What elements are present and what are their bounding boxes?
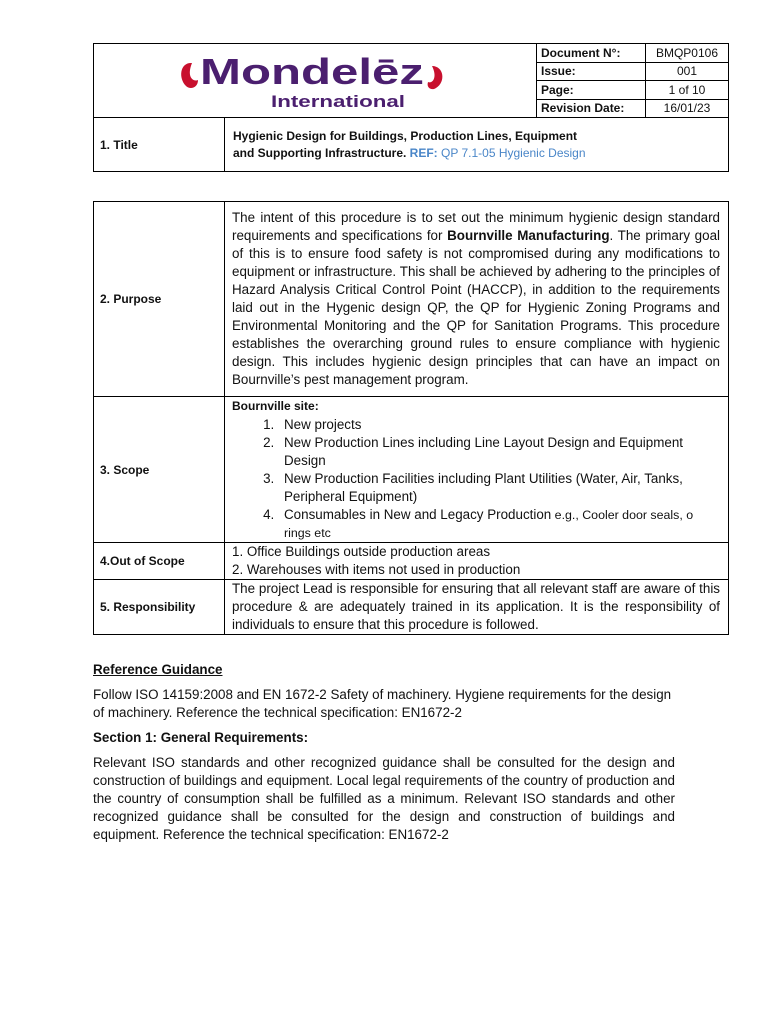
logo-left-swoosh: [181, 63, 198, 88]
out-of-scope-label: 4.Out of Scope: [94, 543, 225, 580]
logo-wordmark: Mondelēz: [200, 51, 424, 92]
purpose-text-bold: Bournville Manufacturing: [447, 228, 610, 243]
mondelez-logo: [94, 44, 526, 114]
meta-value-document-no: BMQP0106: [646, 44, 729, 63]
scope-item: 1. New projects: [278, 416, 720, 434]
purpose-text: [225, 202, 729, 397]
reference-guidance-heading: Reference Guidance: [93, 662, 223, 677]
section-1-heading: Section 1: General Requirements:: [93, 730, 309, 745]
logo-right-swoosh: [428, 66, 443, 89]
purpose-text-a: The intent of this procedure is to set out the minimum hygienic design standard requirements and specifications for: [232, 210, 720, 243]
meta-value-revision-date: 16/01/23: [646, 99, 729, 118]
meta-key-page: Page:: [537, 81, 646, 100]
title-label: 1. Title: [94, 118, 225, 172]
meta-key-revision-date: Revision Date:: [537, 99, 646, 118]
logo-subtitle: International: [271, 92, 405, 111]
meta-key-document-no: Document N°:: [537, 44, 646, 63]
scope-item: [278, 506, 720, 542]
reference-guidance-text: Follow ISO 14159:2008 and EN 1672-2 Safety of machinery. Hygiene requirements for the design of machinery. Reference the technical specification: EN1672-2: [93, 687, 672, 720]
scope-cell: [225, 397, 729, 543]
scope-item-4-small: e.g., Cooler door seals, o rings etc: [284, 508, 694, 540]
responsibility-label: 5. Responsibility: [94, 580, 225, 635]
logo-cell: [94, 44, 537, 118]
scope-list: [232, 416, 720, 542]
document-header-table: [93, 43, 729, 172]
scope-item: 3. New Production Facilities including Plant Utilities (Water, Air, Tanks, Peripheral Equipment): [278, 470, 720, 506]
scope-item: 2. New Production Lines including Line Layout Design and Equipment Design: [278, 434, 720, 470]
title-cell: [225, 118, 729, 172]
scope-label: 3. Scope: [94, 397, 225, 543]
purpose-text-b: . The primary goal of this is to ensure food safety is not compromised during any modifications to equipment or infrastructure. This shall be achieved by adhering to the principles of Hazard Analysis Critical Control Point (HACCP), in addition to the requirements laid out in the Hygenic design QP, the QP for Hygienic Zoning Programs and Environmental Monitoring and the QP for Sanitation Programs. This procedure establishes the overarching ground rules to ensure compliance with hygienic design. This includes hygienic design principles that can have an impact on Bournville’s pest management program.: [232, 228, 720, 387]
scope-item-4-main: Consumables in New and Legacy Production: [284, 507, 552, 522]
purpose-label: 2. Purpose: [94, 202, 225, 397]
meta-value-page: 1 of 10: [646, 81, 729, 100]
out-of-scope-line-1: 1. Office Buildings outside production areas: [232, 544, 491, 559]
out-of-scope-cell: [225, 543, 729, 580]
title-line-1: Hygienic Design for Buildings, Production Lines, Equipment: [233, 128, 578, 143]
out-of-scope-line-2: 2. Warehouses with items not used in production: [232, 562, 521, 577]
section-1-text: Relevant ISO standards and other recognized guidance shall be consulted for the design and construction of buildings and equipment. Local legal requirements of the country of production and the country of consumption shall be fulfilled as a minimum. Relevant ISO standards and other recognized guidance shall be consulted for the design and construction of buildings and equipment. Reference the technical specification: EN1672-2: [93, 755, 675, 842]
meta-key-issue: Issue:: [537, 62, 646, 81]
responsibility-text: The project Lead is responsible for ensuring that all relevant staff are aware of this procedure & are adequately trained in its application. It is the responsibility of individuals to ensure that this procedure is followed.: [225, 580, 729, 635]
title-line-2: and Supporting Infrastructure.: [233, 145, 410, 160]
ref-label: REF:: [409, 145, 438, 160]
meta-value-issue: 001: [646, 62, 729, 81]
scope-site-heading: Bournville site:: [232, 399, 319, 413]
ref-text: QP 7.1-05 Hygienic Design: [437, 145, 586, 160]
procedure-table: [93, 201, 729, 635]
